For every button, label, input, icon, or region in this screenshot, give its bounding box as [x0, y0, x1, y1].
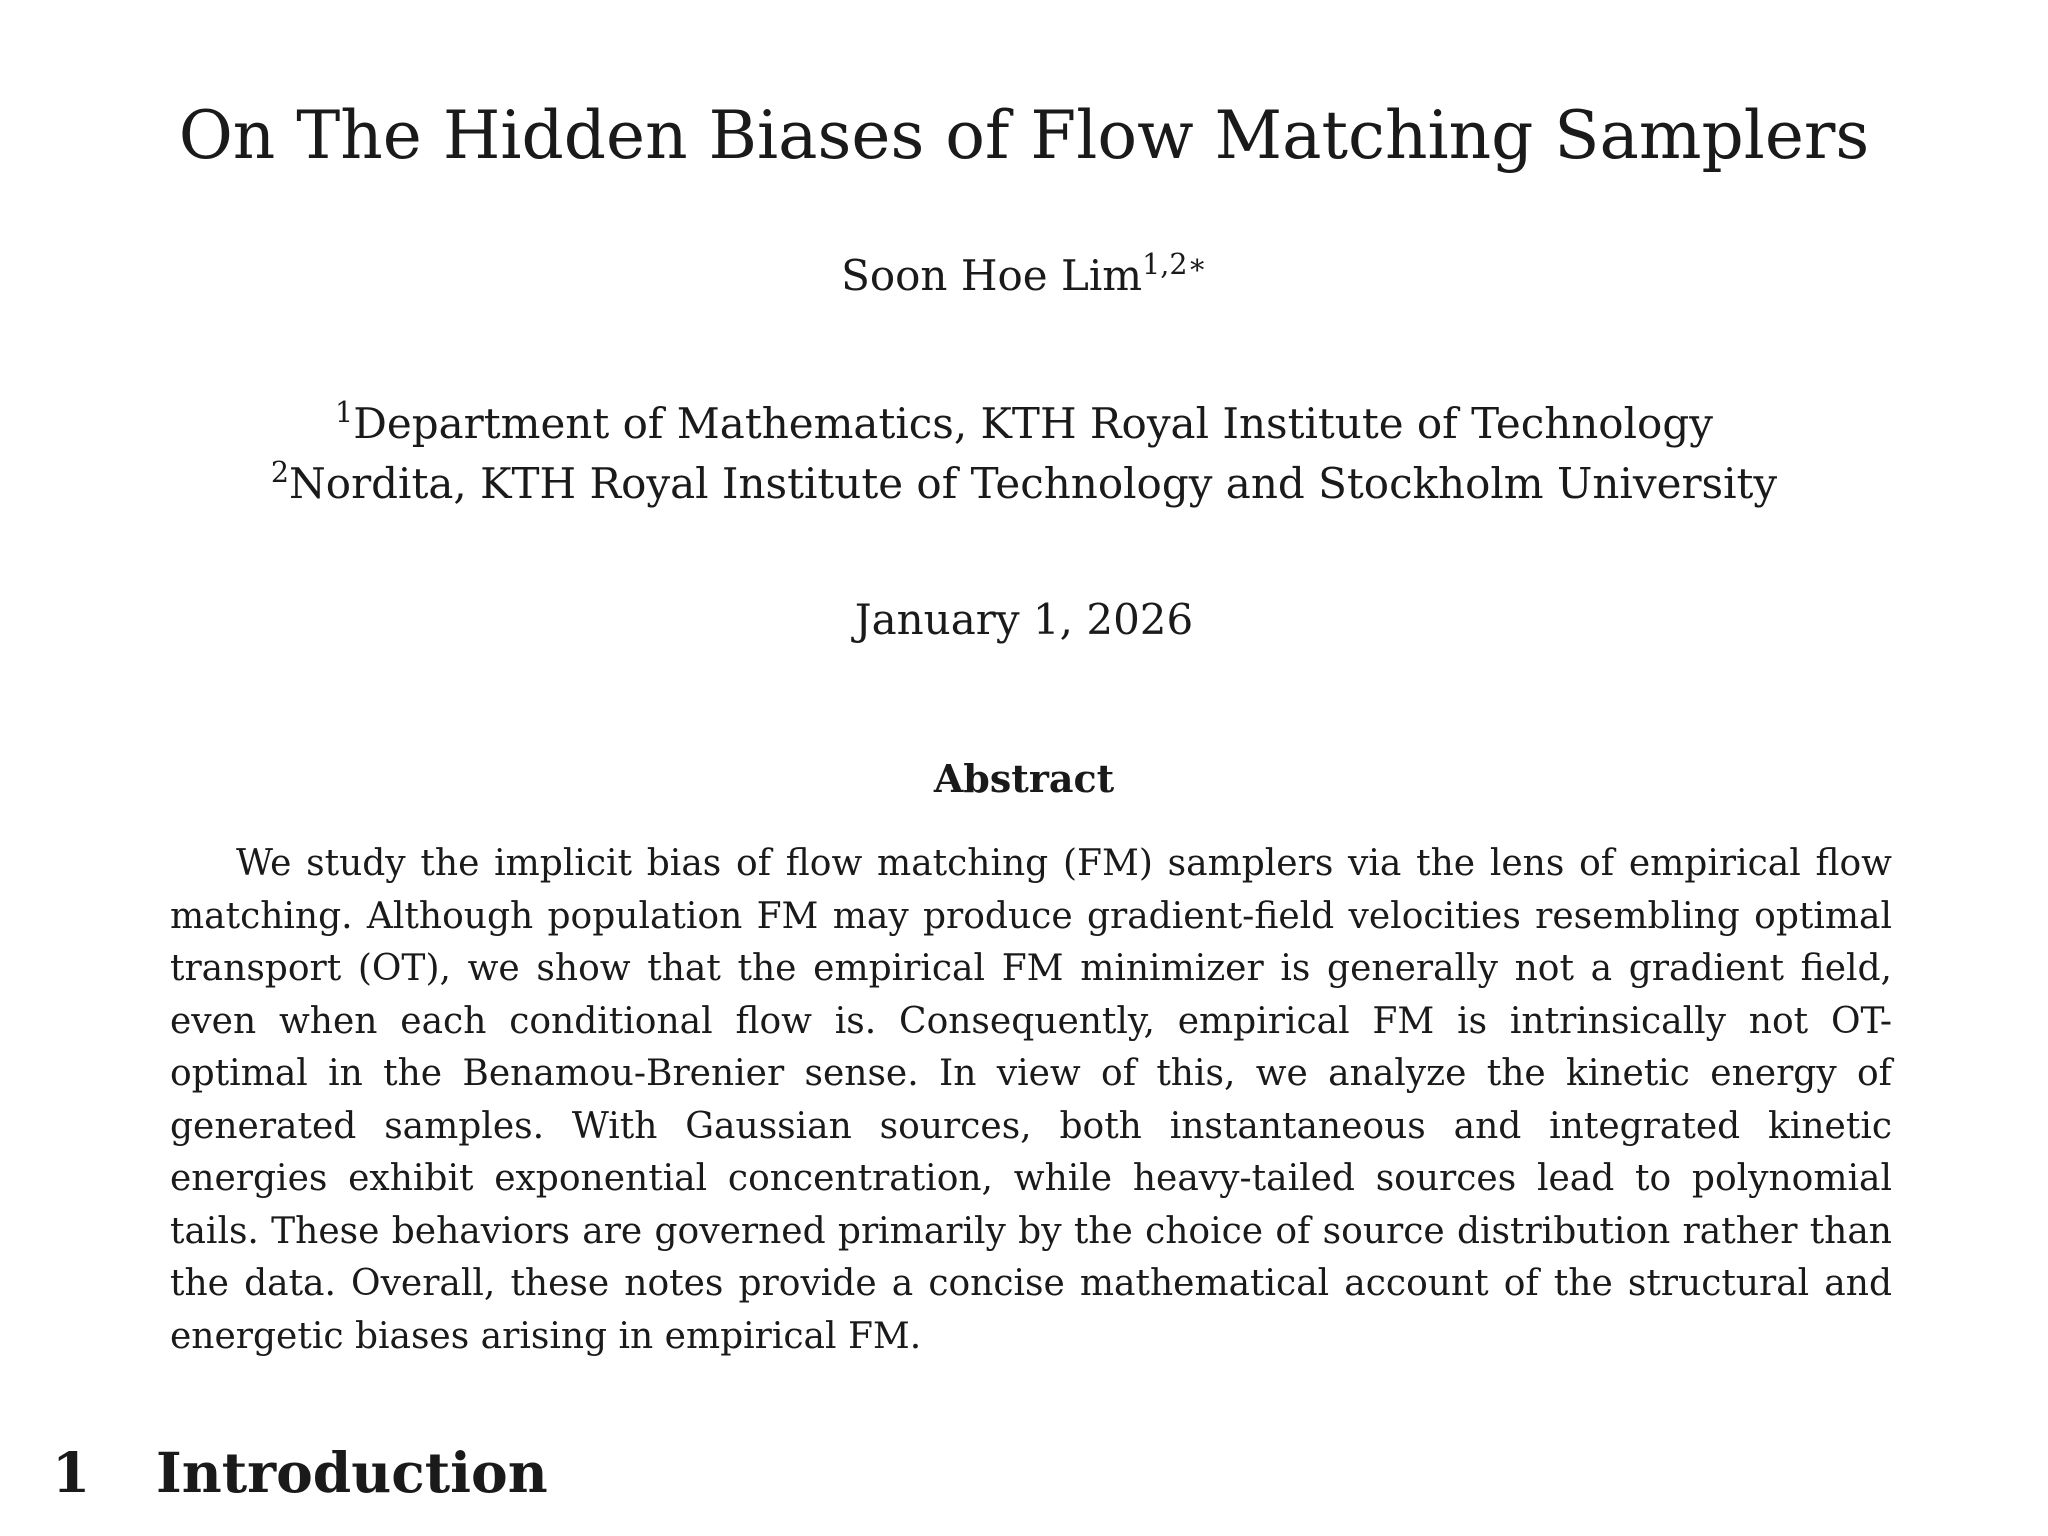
affiliation-1-mark: 1 — [335, 395, 354, 430]
section-heading-introduction — [52, 1438, 548, 1508]
section-title: Introduction — [156, 1440, 548, 1505]
author-line — [0, 248, 2048, 304]
abstract-body: We study the implicit bias of flow matching (FM) samplers via the lens of empirical flow matching. Although population FM may produce gradient-field velocities resembling optimal transport (OT), we show that the empirical FM minimizer is generally not a gradient field, even when each conditional flow is. Consequently, empirical FM is intrinsically not OT-optimal in the Benamou-Brenier sense. In view of this, we analyze the kinetic energy of generated samples. With Gaussian sources, both instantaneous and integrated kinetic energies exhibit exponential concentration, while heavy-tailed sources lead to polynomial tails. These behaviors are governed primarily by the choice of source distribution rather than the data. Overall, these notes provide a concise mathematical account of the structural and energetic biases arising in empirical FM. — [170, 843, 1892, 1357]
section-number: 1 — [52, 1440, 91, 1505]
abstract-heading: Abstract — [933, 756, 1115, 801]
affiliation-2-mark: 2 — [270, 455, 290, 490]
affiliation-2 — [0, 456, 2048, 512]
paper-date: January 1, 2026 — [854, 595, 1194, 644]
affiliation-1 — [0, 396, 2048, 452]
affiliation-2-text: Nordita, KTH Royal Institute of Technology and Stockholm University — [289, 459, 1778, 508]
affiliation-1-text: Department of Mathematics, KTH Royal Institute of Technology — [353, 399, 1713, 448]
author-name: Soon Hoe Lim — [841, 251, 1143, 300]
author-affiliation-marks: 1,2∗ — [1142, 247, 1207, 282]
paper-title: On The Hidden Biases of Flow Matching Samplers — [178, 97, 1870, 174]
